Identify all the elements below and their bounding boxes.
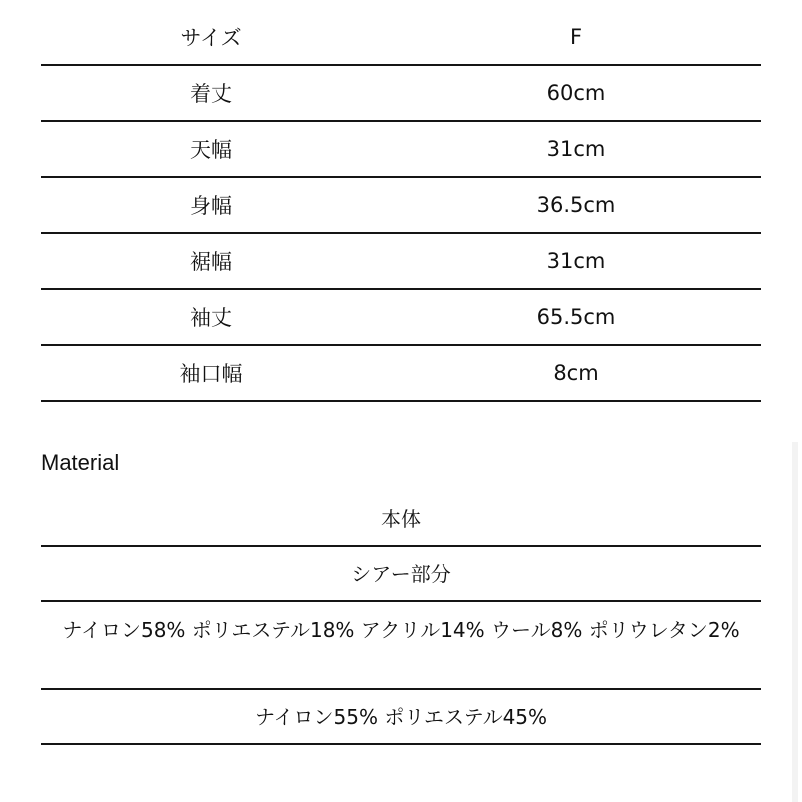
size-table-header-row	[41, 10, 761, 66]
scrollbar[interactable]	[792, 442, 798, 802]
size-header-value: F	[569, 25, 583, 49]
size-value-cell	[391, 81, 761, 105]
size-row-sleeve-length	[41, 290, 761, 346]
material-table	[41, 492, 761, 745]
size-label-cell	[41, 246, 391, 276]
size-row-body-width	[41, 178, 761, 234]
size-label: 天幅	[190, 138, 232, 162]
size-row-shoulder-width	[41, 122, 761, 178]
size-value: 31cm	[546, 137, 606, 161]
material-text: ナイロン55% ポリエステル45%	[254, 704, 548, 729]
size-table	[41, 10, 761, 402]
material-text: 本体	[381, 506, 421, 531]
size-row-hem-width	[41, 234, 761, 290]
size-value: 60cm	[546, 81, 606, 105]
material-text: シアー部分	[351, 561, 451, 586]
size-row-cuff-width	[41, 346, 761, 402]
size-header-label: サイズ	[180, 26, 242, 50]
size-header-label-cell	[41, 22, 391, 52]
size-value: 31cm	[546, 249, 606, 273]
size-label: 身幅	[190, 194, 232, 218]
size-header-value-cell	[391, 25, 761, 49]
size-value-cell	[391, 361, 761, 385]
size-value: 8cm	[553, 361, 599, 385]
size-value-cell	[391, 193, 761, 217]
size-label: 袖口幅	[179, 362, 243, 386]
size-value: 36.5cm	[536, 193, 616, 217]
size-label-cell	[41, 134, 391, 164]
size-row-length	[41, 66, 761, 122]
material-heading: Material	[41, 450, 120, 475]
size-value-cell	[391, 305, 761, 329]
size-label-cell	[41, 190, 391, 220]
size-label: 着丈	[190, 82, 232, 106]
material-row-sheer-part-label	[41, 547, 761, 602]
material-row-sheer-part-composition	[41, 690, 761, 745]
material-row-main-body-composition	[41, 602, 761, 690]
size-value: 65.5cm	[536, 305, 616, 329]
size-value-cell	[391, 137, 761, 161]
size-value-cell	[391, 249, 761, 273]
material-row-main-body-label	[41, 492, 761, 547]
size-label-cell	[41, 302, 391, 332]
size-label-cell	[41, 78, 391, 108]
size-label: 袖丈	[190, 306, 232, 330]
material-text: ナイロン58% ポリエステル18% アクリル14% ウール8% ポリウレタン2%	[62, 618, 740, 642]
size-label: 裾幅	[190, 250, 232, 274]
size-label-cell	[41, 358, 391, 388]
